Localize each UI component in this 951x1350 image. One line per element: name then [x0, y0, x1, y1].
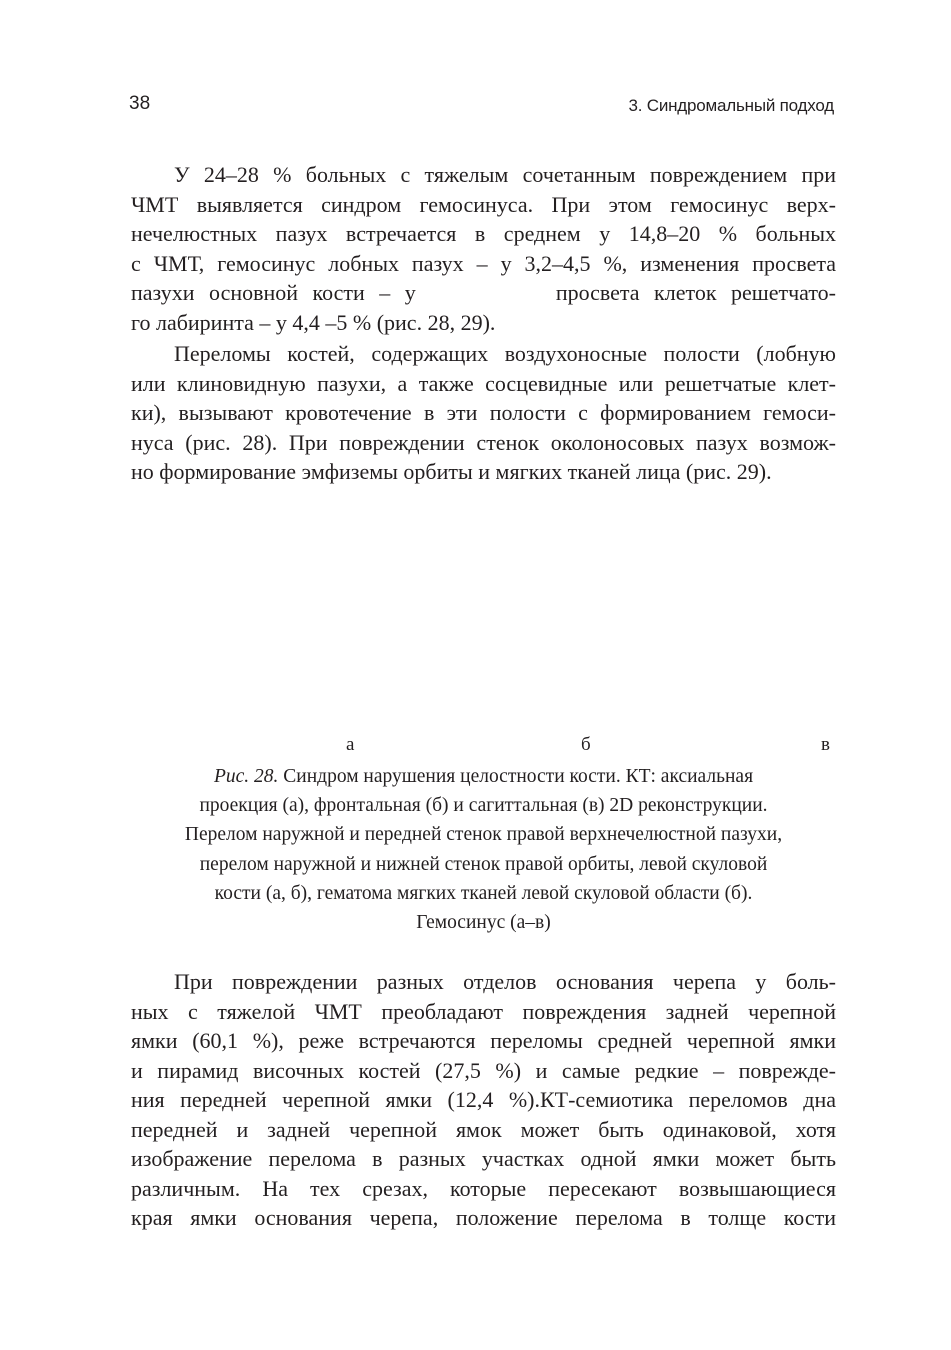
paragraph-2 — [131, 339, 836, 487]
caption-line: проекция (а), фронтальная (б) и сагиттальная (в) 2D реконструкции. — [199, 795, 768, 817]
paragraph-3 — [131, 967, 836, 1233]
text-line: ямки (60,1 %), реже встречаются переломы средней черепной ямки — [131, 1028, 836, 1053]
caption-text: Синдром нарушения целостности кости. КТ: аксиальная — [283, 766, 754, 787]
text-line: края ямки основания черепа, положение перелома в толще кости — [131, 1205, 836, 1230]
caption-line: кости (а, б), гематома мягких тканей левой скуловой области (б). — [214, 882, 753, 904]
caption-line: Гемосинус (а–в) — [416, 912, 551, 934]
text-line: различным. На тех срезах, которые пересекают возвышающиеся — [131, 1175, 836, 1201]
text-line: У 24–28 % больных с тяжелым сочетанным повреждением при — [174, 162, 836, 187]
text-line: передней и задней черепной ямок может быть одинаковой, хотя — [131, 1116, 836, 1142]
caption-line: Перелом наружной и передней стенок правой верхнечелюстной пазухи, — [184, 824, 783, 846]
figure-image-area — [131, 500, 836, 725]
text-line: При повреждении разных отделов основания черепа у боль- — [174, 969, 836, 994]
text-line: ния передней черепной ямки (12,4 %).КТ-семиотика переломов дна — [131, 1087, 836, 1112]
text-line: ки), вызывают кровотечение в эти полости с формированием гемоси- — [131, 400, 836, 425]
text-line: и пирамид височных костей (27,5 %) и самые редкие – поврежде- — [131, 1057, 836, 1083]
text-line: с ЧМТ, гемосинус лобных пазух – у 3,2–4,5 %, изменения просвета — [131, 250, 836, 276]
page-number: 38 — [129, 93, 151, 114]
text-line: или клиновидную пазухи, а также сосцевидные или решетчатые клет- — [131, 370, 836, 396]
text-fragment: пазухи основной кости – у — [131, 280, 416, 305]
text-line: Переломы костей, содержащих воздухоносные полости (лобную — [174, 341, 836, 366]
text-line: ЧМТ выявляется синдром гемосинуса. При этом гемосинус верх- — [131, 191, 836, 217]
panel-label-a: а — [346, 734, 355, 755]
text-line-with-gap — [131, 278, 836, 308]
text-line: но формирование эмфиземы орбиты и мягких тканей лица (рис. 29). — [131, 459, 772, 484]
running-head: 3. Синдромальный подход — [628, 96, 834, 115]
text-line: нуса (рис. 28). При повреждении стенок околоносовых пазух возмож- — [131, 429, 836, 455]
caption-line: перелом наружной и нижней стенок правой орбиты, левой скуловой — [199, 853, 768, 875]
panel-label-b: б — [581, 734, 591, 755]
panel-label-c: в — [821, 734, 830, 755]
text-fragment: просвета клеток решетчато- — [555, 280, 836, 305]
paragraph-1 — [131, 160, 836, 337]
text-line: го лабиринта – у 4,4 –5 % (рис. 28, 29). — [131, 309, 496, 335]
figure-caption — [131, 762, 836, 937]
text-line: изображение перелома в разных участках одной ямки может быть — [131, 1146, 836, 1171]
text-line: ных с тяжелой ЧМТ преобладают повреждения задней черепной — [131, 998, 836, 1024]
text-line: нечелюстных пазух встречается в среднем у 14,8–20 % больных — [131, 221, 836, 246]
caption-label: Рис. 28. — [213, 766, 279, 787]
caption-line — [131, 762, 836, 791]
